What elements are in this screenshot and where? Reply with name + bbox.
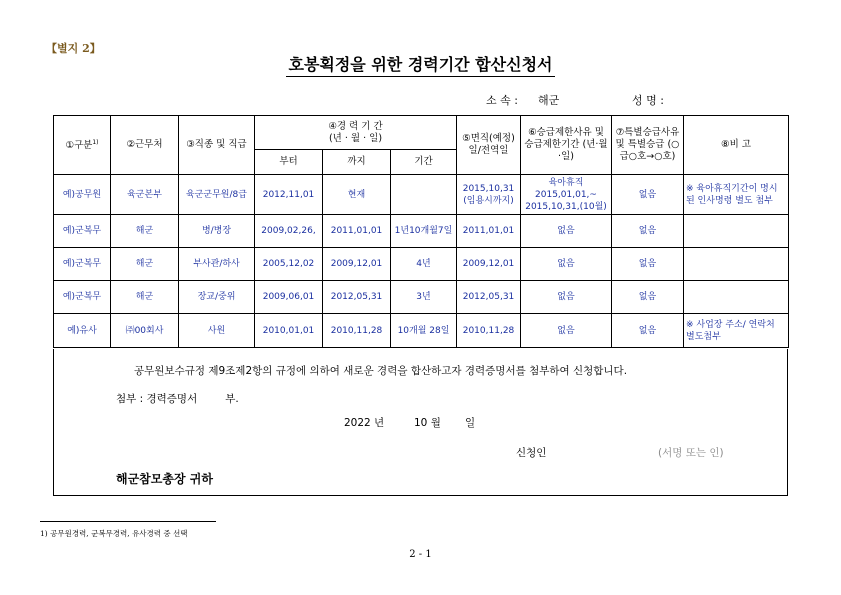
cell-grade: 부사관/하사 bbox=[179, 248, 255, 281]
cell-restriction: 없음 bbox=[521, 281, 612, 314]
cell-workplace: 해군 bbox=[111, 281, 179, 314]
table-row bbox=[54, 175, 789, 215]
cell-period: 1년10개월7일 bbox=[391, 215, 457, 248]
cell-type: 예)유사 bbox=[54, 314, 111, 348]
cell-note bbox=[684, 215, 789, 248]
cell-period: 10개월 28일 bbox=[391, 314, 457, 348]
cell-period: 4년 bbox=[391, 248, 457, 281]
footnote-divider bbox=[40, 521, 216, 522]
cell-note: ※ 육아휴직기간이 명시된 인사명령 별도 첨부 bbox=[684, 175, 789, 215]
application-statement-box bbox=[53, 349, 788, 496]
career-table bbox=[53, 115, 789, 348]
statement-text: 공무원보수규정 제9조제2항의 규정에 의하여 새로운 경력을 합산하고자 경력증명서를 첨부하여 신청합니다. bbox=[134, 365, 628, 377]
form-title-text: 호봉획정을 위한 경력기간 합산신청서 bbox=[286, 55, 554, 77]
cell-note: ※ 사업장 주소/ 연락처 별도첨부 bbox=[684, 314, 789, 348]
cell-workplace: 육군본부 bbox=[111, 175, 179, 215]
cell-type: 예)군복무 bbox=[54, 215, 111, 248]
header-from: 부터 bbox=[255, 150, 323, 175]
cell-discharge: 2012,05,31 bbox=[457, 281, 521, 314]
cell-special: 없음 bbox=[612, 314, 684, 348]
cell-special: 없음 bbox=[612, 281, 684, 314]
application-date bbox=[344, 415, 475, 430]
cell-discharge: 2011,01,01 bbox=[457, 215, 521, 248]
cell-discharge: 2010,11,28 bbox=[457, 314, 521, 348]
date-day: 일 bbox=[465, 417, 476, 429]
table-row bbox=[54, 215, 789, 248]
cell-grade: 병/병장 bbox=[179, 215, 255, 248]
cell-note bbox=[684, 281, 789, 314]
header-type: ①구분$^{1)}$ bbox=[54, 116, 111, 175]
attachment-line bbox=[116, 391, 239, 406]
cell-type: 예)공무원 bbox=[54, 175, 111, 215]
cell-from: 2012,11,01 bbox=[255, 175, 323, 215]
attachment-label: 첨부 : 경력증명서 bbox=[116, 393, 198, 405]
cell-workplace: 해군 bbox=[111, 248, 179, 281]
affiliation-label: 소 속 : bbox=[486, 94, 518, 107]
annex-label: 【별지 2】 bbox=[46, 42, 101, 55]
table-row bbox=[54, 248, 789, 281]
addressee: 해군참모총장 귀하 bbox=[116, 472, 213, 486]
cell-restriction: 육아휴직 2015,01,01,~ 2015,10,31,(10월) bbox=[521, 175, 612, 215]
affiliation-value: 해군 bbox=[538, 94, 560, 107]
cell-from: 2005,12,02 bbox=[255, 248, 323, 281]
cell-to: 현재 bbox=[323, 175, 391, 215]
header-special: ⑦특별승급사유 및 특별승급 (○급○호→○호) bbox=[612, 116, 684, 175]
cell-type: 예)군복무 bbox=[54, 281, 111, 314]
footnote: 1) 공무원경력, 군복무경력, 유사경력 중 선택 bbox=[40, 529, 188, 538]
date-year: 2022 년 bbox=[344, 417, 385, 429]
cell-grade: 사원 bbox=[179, 314, 255, 348]
cell-from: 2009,02,26, bbox=[255, 215, 323, 248]
cell-from: 2009,06,01 bbox=[255, 281, 323, 314]
cell-workplace: ㈜00회사 bbox=[111, 314, 179, 348]
cell-from: 2010,01,01 bbox=[255, 314, 323, 348]
cell-discharge: 2009,12,01 bbox=[457, 248, 521, 281]
cell-restriction: 없음 bbox=[521, 314, 612, 348]
name-label: 성 명 : bbox=[632, 94, 664, 107]
attachment-unit: 부. bbox=[225, 393, 239, 405]
table-row bbox=[54, 314, 789, 348]
form-title bbox=[0, 52, 841, 75]
date-month: 10 월 bbox=[414, 417, 441, 429]
cell-special: 없음 bbox=[612, 248, 684, 281]
header-to: 까지 bbox=[323, 150, 391, 175]
cell-grade: 육군군무원/8급 bbox=[179, 175, 255, 215]
cell-to: 2010,11,28 bbox=[323, 314, 391, 348]
header-note: ⑧비 고 bbox=[684, 116, 789, 175]
cell-restriction: 없음 bbox=[521, 215, 612, 248]
header-discharge: ⑤면직(예정)일/전역일 bbox=[457, 116, 521, 175]
cell-restriction: 없음 bbox=[521, 248, 612, 281]
cell-to: 2009,12,01 bbox=[323, 248, 391, 281]
signature-placeholder: (서명 또는 인) bbox=[658, 447, 724, 459]
cell-note bbox=[684, 248, 789, 281]
page-number: 2 - 1 bbox=[409, 549, 432, 560]
header-workplace: ②근무처 bbox=[111, 116, 179, 175]
header-grade: ③직종 및 직급 bbox=[179, 116, 255, 175]
cell-special: 없음 bbox=[612, 215, 684, 248]
cell-grade: 장교/중위 bbox=[179, 281, 255, 314]
header-restriction: ⑥승급제한사유 및 승급제한기간 (년·월·일) bbox=[521, 116, 612, 175]
applicant-label: 신청인 bbox=[516, 447, 547, 459]
cell-discharge: 2015,10,31 (임용시까지) bbox=[457, 175, 521, 215]
header-career-period: ④경 력 기 간 (년 · 월 · 일) bbox=[255, 116, 457, 150]
cell-to: 2011,01,01 bbox=[323, 215, 391, 248]
header-period: 기간 bbox=[391, 150, 457, 175]
cell-special: 없음 bbox=[612, 175, 684, 215]
cell-to: 2012,05,31 bbox=[323, 281, 391, 314]
cell-period: 3년 bbox=[391, 281, 457, 314]
cell-type: 예)군복무 bbox=[54, 248, 111, 281]
cell-period bbox=[391, 175, 457, 215]
cell-workplace: 해군 bbox=[111, 215, 179, 248]
table-row bbox=[54, 281, 789, 314]
